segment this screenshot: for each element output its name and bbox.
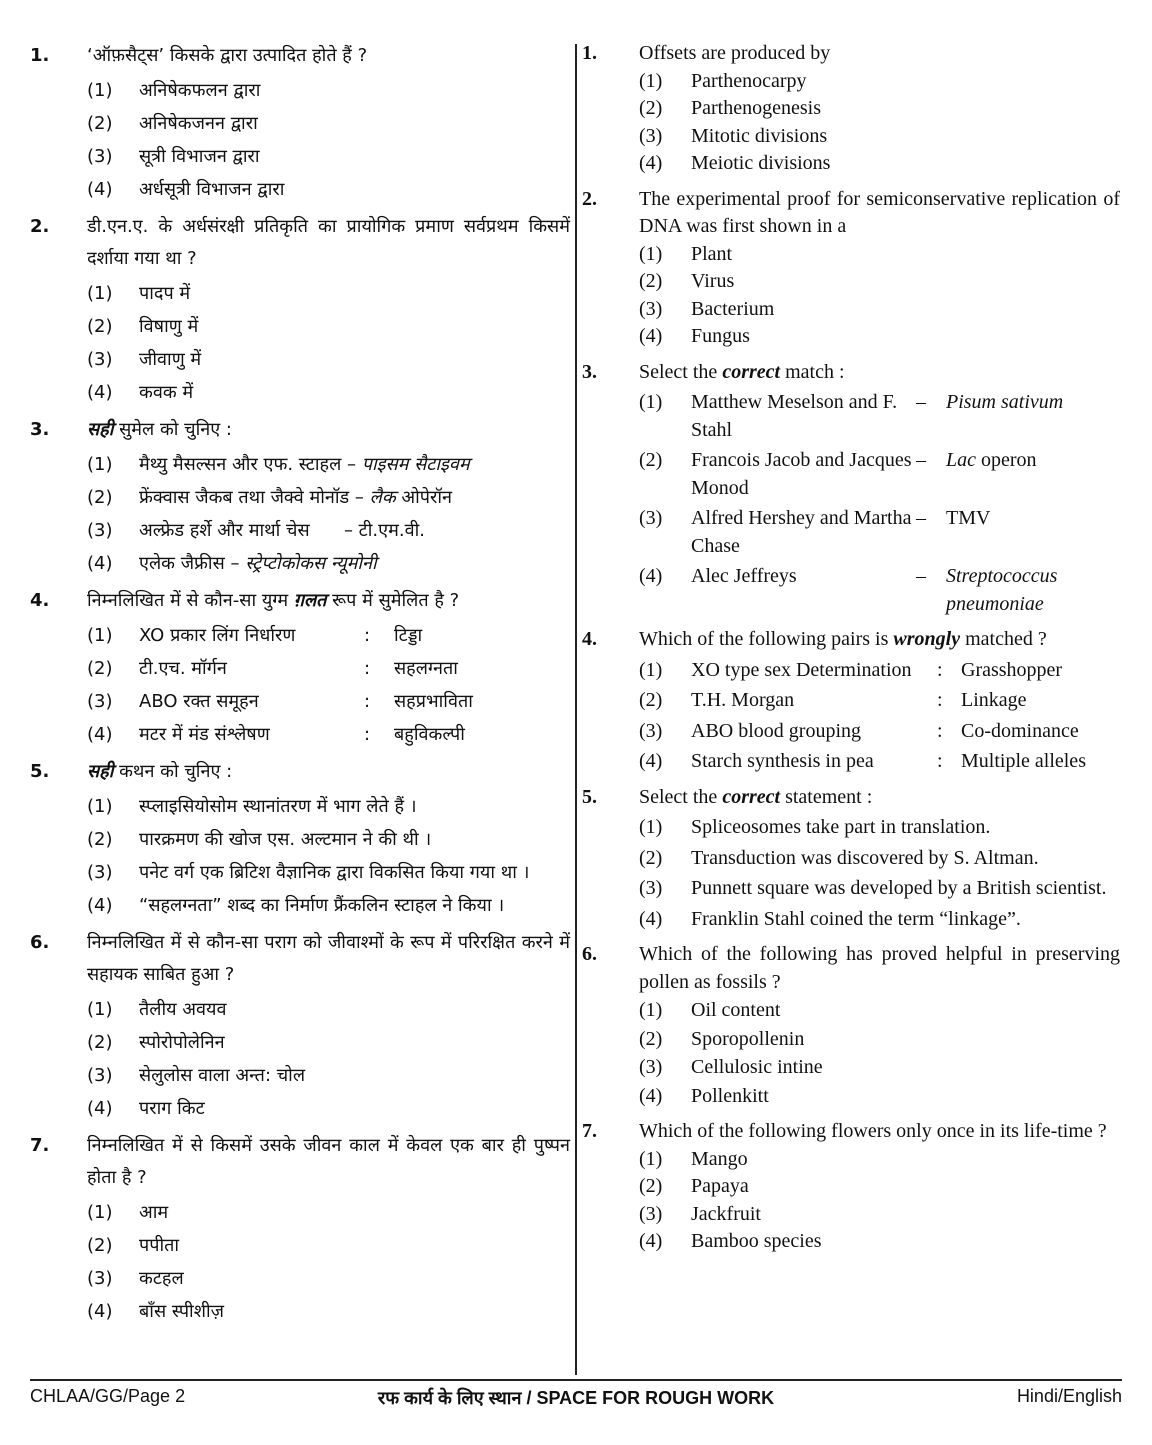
option-number: (4) [639, 1230, 663, 1252]
option-text: Bamboo species [691, 1230, 822, 1252]
question-number: 5. [30, 761, 50, 782]
option-number: (2) [87, 113, 113, 134]
match-separator: : [364, 691, 371, 712]
option-text: Pollenkitt [691, 1084, 769, 1107]
footer-rule [30, 1379, 1122, 1381]
option-text: अल्फ्रेड हर्शे और मार्था चेस – टी.एम.वी. [139, 520, 425, 541]
option-number: (1) [87, 283, 113, 304]
option-number: (2) [639, 97, 663, 119]
question-number: 2. [30, 216, 50, 237]
option-number: (3) [639, 719, 663, 742]
match-left: Alfred Hershey and Martha Chase [691, 507, 912, 557]
option-number: (2) [639, 270, 663, 292]
option [87, 310, 570, 343]
option-text: “सहलग्नता” शब्द का निर्माण फ्रैंकलिन स्टाहल ने किया । [139, 895, 505, 916]
option [87, 277, 570, 310]
option [639, 845, 1120, 873]
option-text: सूत्री विभाजन द्वारा [139, 146, 260, 167]
option-number: (3) [87, 1268, 113, 1289]
option-number: (2) [87, 487, 113, 508]
option-number: (3) [639, 124, 663, 147]
option [639, 241, 1120, 269]
question-text: डी.एन.ए. के अर्धसंरक्षी प्रतिकृति का प्रायोगिक प्रमाण सर्वप्रथम किसमें दर्शाया गया था ? [87, 216, 570, 269]
option-number: (1) [87, 80, 113, 101]
question-text-a: Which of the following pairs is [639, 628, 894, 650]
option-number: (1) [87, 999, 113, 1020]
option-number: (2) [639, 846, 663, 869]
option-text: पराग किट [139, 1098, 205, 1119]
question-text [87, 414, 570, 446]
match-right: टिड्डा [394, 625, 423, 646]
option-text: विषाणु में [139, 316, 199, 337]
option [639, 1083, 1120, 1111]
option-italic-text: लैक [369, 487, 396, 508]
match-left: टी.एच. मॉर्गन [139, 658, 227, 679]
rough-work-separator: / [521, 1388, 537, 1408]
option [639, 657, 1120, 685]
option-italic-text: पाइसम सैटाइवम [361, 454, 470, 475]
option [639, 268, 1120, 296]
match-left: Starch synthesis in pea [691, 750, 874, 772]
match-right-text: TMV [946, 507, 991, 529]
option-number: (2) [639, 1027, 663, 1050]
question-text-b: statement : [780, 785, 873, 808]
question-text-a: Select the [639, 785, 723, 808]
option-number: (4) [639, 907, 663, 930]
option [639, 1026, 1120, 1054]
question-1-hindi [30, 40, 570, 206]
option-number: (2) [87, 829, 113, 850]
option-number: (2) [87, 658, 113, 679]
option [87, 1092, 570, 1125]
option-text: जीवाणु में [139, 349, 202, 370]
match-separator: – [916, 449, 926, 471]
option [639, 875, 1120, 903]
option-text: Mango [691, 1147, 748, 1170]
option [639, 447, 1120, 502]
option [639, 95, 1120, 123]
option [639, 718, 1120, 746]
option-text: Parthenocarpy [691, 69, 807, 92]
question-text-b: matched ? [960, 628, 1047, 650]
option-number: (3) [639, 507, 663, 529]
match-left: T.H. Morgan [691, 689, 795, 711]
question-7-hindi [30, 1130, 570, 1328]
option-text: पपीता [139, 1235, 180, 1256]
option-number: (1) [87, 1202, 113, 1223]
question-3-english [582, 359, 1120, 619]
option [87, 685, 570, 718]
match-separator: : [937, 750, 943, 772]
option [87, 481, 570, 514]
option-number: (3) [87, 1065, 113, 1086]
match-right: Grasshopper [961, 658, 1063, 681]
option [87, 790, 570, 823]
option-italic-text: स्ट्रेप्टोकोकस न्यूमोनी [245, 553, 377, 574]
option-number: (1) [639, 1147, 663, 1170]
rough-work-label [30, 1386, 1122, 1410]
option-number: (3) [87, 146, 113, 167]
option-number: (3) [639, 1202, 663, 1225]
question-text: निम्नलिखित में से कौन-सा पराग को जीवाश्मों के रूप में परिरक्षित करने में सहायक साबित हुआ ? [87, 932, 570, 985]
page-footer [30, 1386, 1122, 1416]
option-number: (1) [87, 454, 113, 475]
option-text: एलेक जैफ्रीस – [139, 553, 246, 574]
match-right [946, 389, 1120, 444]
match-separator: : [937, 689, 943, 711]
match-left: Matthew Meselson and F. Stahl [691, 391, 898, 441]
question-number: 3. [30, 419, 50, 440]
option-text: Fungus [691, 325, 750, 347]
option-number: (1) [639, 816, 663, 838]
option [639, 1054, 1120, 1082]
question-text: Which of the following flowers only once in its life-time ? [639, 1120, 1107, 1142]
question-text [639, 359, 1120, 387]
option [639, 563, 1120, 618]
option [87, 856, 570, 889]
option [87, 1196, 570, 1229]
question-2-english [582, 186, 1120, 351]
option-number: (2) [639, 1175, 663, 1197]
option-number: (1) [639, 999, 663, 1021]
option-text: Virus [691, 270, 735, 292]
option-text: कवक में [139, 382, 194, 403]
match-right: बहुविकल्पी [394, 724, 465, 745]
match-separator: : [364, 658, 371, 679]
option-text: तैलीय अवयव [139, 999, 227, 1020]
question-text-rest: कथन को चुनिए : [113, 761, 233, 782]
option-text: पनेट वर्ग एक ब्रिटिश वैज्ञानिक द्वारा विकसित किया गया था । [139, 862, 530, 883]
option [87, 448, 570, 481]
match-right-italic: Streptococcus pneumoniae [946, 565, 1058, 615]
question-number: 2. [582, 187, 597, 210]
question-text-b: रूप में सुमेलित है ? [326, 590, 460, 611]
option [639, 997, 1120, 1025]
option [639, 814, 1120, 842]
question-number: 4. [582, 628, 597, 650]
option-number: (1) [87, 796, 113, 817]
match-separator: – [916, 565, 926, 587]
match-left: XO type sex Determination [691, 658, 912, 681]
question-text-a: निम्नलिखित में से कौन-सा युग्म [87, 590, 294, 611]
question-2-hindi [30, 211, 570, 409]
option-number: (2) [639, 449, 663, 471]
option [87, 547, 570, 580]
option-text: Mitotic divisions [691, 124, 828, 147]
match-right [946, 505, 1120, 560]
question-text: The experimental proof for semiconservative replication of DNA was first shown in a [639, 187, 1120, 237]
option-number: (4) [639, 1084, 663, 1107]
option-number: (3) [639, 297, 663, 320]
emphasis-text: wrongly [893, 628, 961, 650]
option-number: (4) [639, 152, 663, 174]
option-text: पादप में [139, 283, 191, 304]
option-number: (4) [639, 565, 663, 587]
option [87, 376, 570, 409]
question-1-english [582, 40, 1120, 178]
hindi-column [30, 40, 570, 1333]
match-left: XO प्रकार लिंग निर्धारण [139, 625, 296, 646]
question-number: 7. [30, 1135, 50, 1156]
option-text: Jackfruit [691, 1202, 761, 1225]
option [639, 906, 1120, 934]
option-text: Meiotic divisions [691, 152, 831, 174]
option [639, 748, 1120, 776]
column-divider [575, 44, 577, 1375]
option-text: मैथ्यु मैसल्सन और एफ. स्टाहल – [139, 454, 362, 475]
option-text: Transduction was discovered by S. Altman. [691, 846, 1039, 869]
option-number: (1) [639, 69, 663, 92]
option-text: अर्धसूत्री विभाजन द्वारा [139, 179, 285, 200]
question-text [639, 784, 1120, 812]
option [639, 1173, 1120, 1201]
option-number: (4) [87, 1098, 113, 1119]
question-number: 4. [30, 590, 50, 611]
option [87, 718, 570, 751]
option-text: अनिषेकफलन द्वारा [139, 80, 261, 101]
option [87, 1262, 570, 1295]
question-text [639, 626, 1120, 654]
question-number: 6. [582, 943, 597, 965]
question-text [87, 585, 570, 617]
emphasis-text: सही [87, 761, 114, 782]
match-right [946, 447, 1120, 502]
question-number: 5. [582, 785, 597, 808]
match-right: सहलग्नता [394, 658, 458, 679]
match-left: मटर में मंड संश्लेषण [139, 724, 270, 745]
option-number: (3) [87, 520, 113, 541]
option-text: Spliceosomes take part in translation. [691, 816, 991, 838]
option-text: कटहल [139, 1268, 184, 1289]
option-text: बाँस स्पीशीज़ [139, 1301, 224, 1322]
option-text: Bacterium [691, 297, 775, 320]
option-number: (4) [87, 179, 113, 200]
option [87, 823, 570, 856]
question-3-hindi [30, 414, 570, 580]
option [87, 1229, 570, 1262]
question-number: 1. [582, 42, 597, 64]
option-text: Punnett square was developed by a British scientist. [691, 877, 1107, 899]
option [639, 123, 1120, 151]
match-right: Co-dominance [961, 719, 1079, 742]
option [87, 74, 570, 107]
option-text: पारक्रमण की खोज एस. अल्टमान ने की थी । [139, 829, 432, 850]
match-separator: : [364, 724, 371, 745]
match-left: ABO रक्त समूहन [139, 691, 259, 712]
option [87, 889, 570, 922]
question-number: 7. [582, 1120, 597, 1142]
match-separator: : [937, 719, 943, 742]
option-number: (1) [639, 242, 663, 265]
emphasis-text: ग़लत [293, 590, 327, 611]
option-number: (2) [87, 1235, 113, 1256]
option-text: Franklin Stahl coined the term “linkage”. [691, 907, 1021, 930]
option [87, 514, 570, 547]
rough-work-english: SPACE FOR ROUGH WORK [536, 1388, 775, 1408]
language-label: Hindi/English [1016, 1386, 1122, 1406]
emphasis-text: सही [87, 419, 114, 440]
option [639, 323, 1120, 351]
match-right: Linkage [961, 689, 1027, 711]
option [87, 652, 570, 685]
option [639, 68, 1120, 96]
option [639, 687, 1120, 715]
match-right: Multiple alleles [961, 750, 1086, 772]
option [87, 173, 570, 206]
option [87, 1026, 570, 1059]
option [639, 150, 1120, 178]
question-text-rest: सुमेल को चुनिए : [113, 419, 232, 440]
match-separator: – [916, 507, 926, 529]
english-column [582, 40, 1120, 1264]
option-number: (3) [87, 349, 113, 370]
question-text: ‘ऑफ़सैट्स’ किसके द्वारा उत्पादित होते हैं ? [87, 45, 368, 66]
match-separator: : [364, 625, 371, 646]
question-text: निम्नलिखित में से किसमें उसके जीवन काल में केवल एक बार ही पुष्पन होता है ? [87, 1135, 570, 1188]
option [87, 140, 570, 173]
option-number: (1) [87, 625, 113, 646]
option-number: (2) [87, 1032, 113, 1053]
match-right-italic: Lac [946, 449, 976, 471]
option [639, 1228, 1120, 1256]
option-text: Parthenogenesis [691, 97, 821, 119]
option-text: सेलुलोस वाला अन्त: चोल [139, 1065, 306, 1086]
option-number: (3) [639, 877, 663, 899]
option-text: आम [139, 1202, 169, 1223]
option-text: स्पोरोपोलेनिन [139, 1032, 225, 1053]
option [639, 296, 1120, 324]
question-number: 1. [30, 45, 50, 66]
option [87, 993, 570, 1026]
option [87, 1059, 570, 1092]
match-left: Francois Jacob and Jacques Monod [691, 449, 912, 499]
option-text: स्प्लाइसियोसोम स्थानांतरण में भाग लेते हैं । [139, 796, 417, 817]
match-separator: : [937, 658, 943, 681]
option-number: (3) [639, 1056, 663, 1078]
option-text: Papaya [691, 1175, 749, 1197]
match-separator: – [916, 391, 926, 413]
question-text-b: match : [780, 360, 845, 383]
option-text: अनिषेकजनन द्वारा [139, 113, 258, 134]
question-number: 6. [30, 932, 50, 953]
question-text: Offsets are produced by [639, 42, 831, 64]
question-text [87, 756, 570, 788]
option-number: (4) [87, 724, 113, 745]
match-right: सहप्रभाविता [394, 691, 473, 712]
question-7-english [582, 1118, 1120, 1256]
match-right-italic: Pisum sativum [946, 391, 1064, 413]
question-5-hindi [30, 756, 570, 922]
rough-work-hindi: रफ कार्य के लिए स्थान [377, 1388, 522, 1408]
option [87, 1295, 570, 1328]
option-text: फ्रेंक्वास जैकब तथा जैक्वे मोनॉड – [139, 487, 370, 508]
match-left: ABO blood grouping [691, 719, 861, 742]
question-6-hindi [30, 927, 570, 1125]
question-number: 3. [582, 360, 597, 383]
question-text-a: Select the [639, 360, 723, 383]
option-number: (1) [639, 391, 663, 413]
match-right-text: operon [976, 449, 1037, 471]
option-number: (4) [87, 553, 113, 574]
option-number: (2) [87, 316, 113, 337]
question-4-english [582, 626, 1120, 776]
option-text: Cellulosic intine [691, 1056, 823, 1078]
option-text-rest: ओपेरॉन [395, 487, 453, 508]
option [639, 1146, 1120, 1174]
option-number: (3) [87, 691, 113, 712]
option-number: (3) [87, 862, 113, 883]
option-number: (4) [87, 1301, 113, 1322]
question-4-hindi [30, 585, 570, 751]
page-code: CHLAA/GG/Page 2 [30, 1386, 186, 1406]
option-number: (4) [639, 325, 663, 347]
option [87, 107, 570, 140]
option [639, 505, 1120, 560]
option-number: (4) [639, 750, 663, 772]
option-text: Sporopollenin [691, 1027, 805, 1050]
match-left: Alec Jeffreys [691, 565, 797, 587]
option-text: Plant [691, 242, 733, 265]
option [87, 619, 570, 652]
option [87, 343, 570, 376]
question-6-english [582, 941, 1120, 1110]
option-number: (4) [87, 382, 113, 403]
option [639, 1201, 1120, 1229]
emphasis-text: correct [722, 785, 781, 808]
match-right [946, 563, 1120, 618]
option-number: (2) [639, 689, 663, 711]
option [639, 389, 1120, 444]
option-text: Oil content [691, 999, 781, 1021]
emphasis-text: correct [722, 360, 781, 383]
question-5-english [582, 784, 1120, 934]
question-text: Which of the following has proved helpful in preserving pollen as fossils ? [639, 943, 1120, 993]
option-number: (1) [639, 658, 663, 681]
option-number: (4) [87, 895, 113, 916]
